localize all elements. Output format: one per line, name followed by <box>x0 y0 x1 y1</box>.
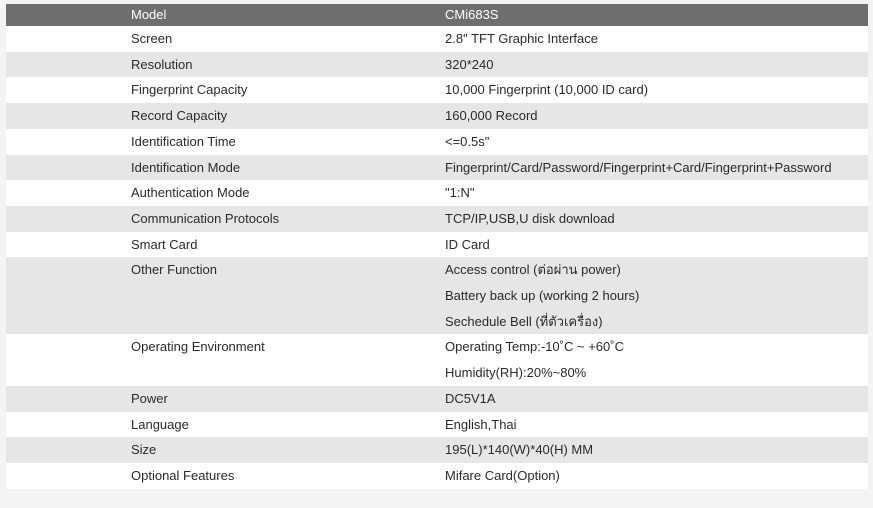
row-value: ID Card <box>445 232 868 258</box>
table-row <box>6 52 868 78</box>
row-value: "1:N" <box>445 180 868 206</box>
table-row <box>6 386 868 412</box>
row-value: English,Thai <box>445 412 868 438</box>
table-row <box>6 77 868 103</box>
row-label: Identification Time <box>6 129 445 155</box>
row-value-line: Battery back up (working 2 hours) <box>445 288 640 304</box>
row-value-line: Humidity(RH):20%~80% <box>445 365 587 381</box>
header-label: Model <box>6 4 445 26</box>
row-label: Optional Features <box>6 463 445 489</box>
table-row <box>6 257 868 334</box>
row-value: Mifare Card(Option) <box>445 463 868 489</box>
row-label: Power <box>6 386 445 412</box>
row-label: Smart Card <box>6 232 445 258</box>
row-label: Screen <box>6 26 445 52</box>
row-value <box>445 257 868 334</box>
header-value: CMi683S <box>445 4 868 26</box>
table-row <box>6 155 868 181</box>
row-value: Fingerprint/Card/Password/Fingerprint+Card/Fingerprint+Password <box>445 155 868 181</box>
table-row <box>6 180 868 206</box>
row-label: Language <box>6 412 445 438</box>
row-label: Authentication Mode <box>6 180 445 206</box>
table-header-row <box>6 4 868 26</box>
table-row <box>6 232 868 258</box>
row-label: Operating Environment <box>6 334 445 385</box>
table-row <box>6 206 868 232</box>
row-label: Record Capacity <box>6 103 445 129</box>
row-value: 2.8" TFT Graphic Interface <box>445 26 868 52</box>
row-value: 320*240 <box>445 52 868 78</box>
row-value: 10,000 Fingerprint (10,000 ID card) <box>445 77 868 103</box>
row-value: <=0.5s" <box>445 129 868 155</box>
row-label: Identification Mode <box>6 155 445 181</box>
table-row <box>6 26 868 52</box>
row-value-line: Operating Temp:-10˚C ~ +60˚C <box>445 339 624 355</box>
row-value-line: Sechedule Bell (ที่ตัวเครื่อง) <box>445 313 603 329</box>
row-value-line: Access control (ต่อผ่าน power) <box>445 262 621 278</box>
table-row <box>6 334 868 385</box>
row-label: Fingerprint Capacity <box>6 77 445 103</box>
row-label: Size <box>6 437 445 463</box>
table-row <box>6 437 868 463</box>
row-label: Resolution <box>6 52 445 78</box>
table-row <box>6 103 868 129</box>
row-value <box>445 334 868 385</box>
row-label: Other Function <box>6 257 445 334</box>
spec-table <box>6 4 868 489</box>
row-value: DC5V1A <box>445 386 868 412</box>
table-row <box>6 412 868 438</box>
row-value: TCP/IP,USB,U disk download <box>445 206 868 232</box>
row-value: 160,000 Record <box>445 103 868 129</box>
table-row <box>6 129 868 155</box>
row-value: 195(L)*140(W)*40(H) MM <box>445 437 868 463</box>
row-label: Communication Protocols <box>6 206 445 232</box>
table-row <box>6 463 868 489</box>
